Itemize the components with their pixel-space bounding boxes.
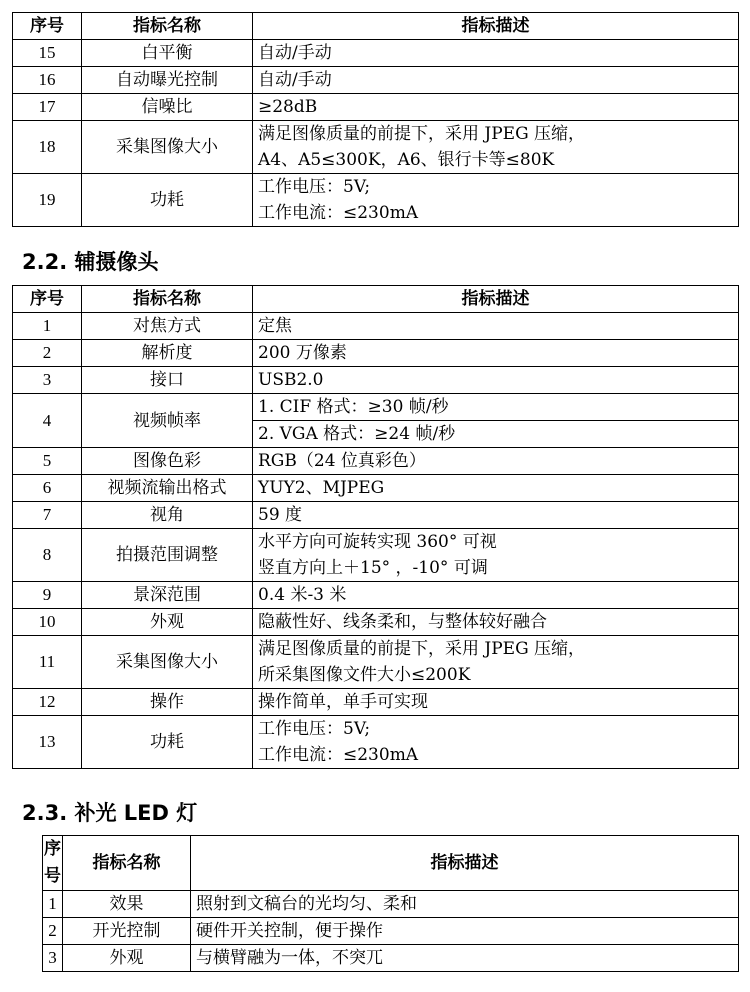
row-no: 1: [13, 313, 82, 340]
table-row: [13, 502, 739, 529]
table-row: [13, 394, 739, 421]
name-header: 指标名称: [82, 286, 253, 313]
row-desc: [253, 174, 739, 227]
seq-header-line: 序: [44, 839, 61, 859]
row-name: 拍摄范围调整: [82, 529, 253, 582]
desc-line: 满足图像质量的前提下，采用 JPEG 压缩，: [258, 639, 586, 659]
row-desc: 自动/手动: [253, 67, 739, 94]
row-name: 功耗: [82, 716, 253, 769]
table-row: [13, 716, 739, 769]
row-no: 3: [13, 367, 82, 394]
row-name: 景深范围: [82, 582, 253, 609]
row-no: 5: [13, 448, 82, 475]
row-no: 1: [43, 891, 63, 918]
row-desc: 1. CIF 格式：≥30 帧/秒: [253, 394, 739, 421]
row-no: 13: [13, 716, 82, 769]
row-desc: 与横臂融为一体，不突兀: [191, 945, 739, 972]
row-desc: 2. VGA 格式：≥24 帧/秒: [253, 421, 739, 448]
table-row: [13, 367, 739, 394]
row-desc: USB2.0: [253, 367, 739, 394]
name-header: 指标名称: [82, 13, 253, 40]
row-no: 15: [13, 40, 82, 67]
seq-header: 序号: [13, 13, 82, 40]
table-row: [13, 636, 739, 689]
row-no: 8: [13, 529, 82, 582]
row-name: 接口: [82, 367, 253, 394]
row-desc: 0.4 米-3 米: [253, 582, 739, 609]
table-row: [13, 121, 739, 174]
row-no: 19: [13, 174, 82, 227]
row-no: 18: [13, 121, 82, 174]
desc-line: 所采集图像文件大小≤200K: [258, 665, 471, 685]
row-name: 外观: [82, 609, 253, 636]
row-name: 对焦方式: [82, 313, 253, 340]
row-name: 采集图像大小: [82, 636, 253, 689]
row-desc: [253, 636, 739, 689]
table-row: [13, 94, 739, 121]
row-name: 操作: [82, 689, 253, 716]
section-heading-aux-camera: 2.2. 辅摄像头: [22, 250, 159, 274]
row-no: 3: [43, 945, 63, 972]
seq-header-line: 号: [44, 866, 61, 886]
row-name: 图像色彩: [82, 448, 253, 475]
row-no: 7: [13, 502, 82, 529]
table-row: [13, 609, 739, 636]
row-no: 2: [13, 340, 82, 367]
table-row: [13, 67, 739, 94]
table-row: [43, 918, 739, 945]
row-desc: YUY2、MJPEG: [253, 475, 739, 502]
led-light-spec-table: [42, 835, 739, 972]
desc-header: 指标描述: [253, 13, 739, 40]
row-no: 11: [13, 636, 82, 689]
section-heading-led-light: 2.3. 补光 LED 灯: [22, 801, 198, 825]
desc-line: 水平方向可旋转实现 360° 可视: [258, 532, 497, 552]
row-no: 9: [13, 582, 82, 609]
table-row: [13, 313, 739, 340]
desc-line: A4、A5≤300K，A6、银行卡等≤80K: [258, 150, 555, 170]
row-desc: ≥28dB: [253, 94, 739, 121]
table-row: [13, 689, 739, 716]
table-row: [43, 945, 739, 972]
seq-header: [43, 836, 63, 891]
table-header-row: [13, 13, 739, 40]
row-desc: 200 万像素: [253, 340, 739, 367]
row-desc: 自动/手动: [253, 40, 739, 67]
row-no: 6: [13, 475, 82, 502]
aux-camera-spec-table: [12, 285, 739, 769]
row-desc: [253, 121, 739, 174]
table-row: [13, 40, 739, 67]
desc-header: 指标描述: [191, 836, 739, 891]
desc-line: 满足图像质量的前提下，采用 JPEG 压缩，: [258, 124, 586, 144]
row-name: 解析度: [82, 340, 253, 367]
row-name: 功耗: [82, 174, 253, 227]
desc-header: 指标描述: [253, 286, 739, 313]
row-name: 采集图像大小: [82, 121, 253, 174]
row-name: 视频帧率: [82, 394, 253, 448]
row-no: 10: [13, 609, 82, 636]
table-row: [13, 448, 739, 475]
table-row: [13, 529, 739, 582]
row-name: 视频流输出格式: [82, 475, 253, 502]
row-name: 白平衡: [82, 40, 253, 67]
table-row: [13, 475, 739, 502]
table-row: [43, 891, 739, 918]
row-name: 自动曝光控制: [82, 67, 253, 94]
row-no: 16: [13, 67, 82, 94]
row-desc: 操作简单，单手可实现: [253, 689, 739, 716]
row-desc: [253, 716, 739, 769]
table-row: [13, 174, 739, 227]
row-name: 信噪比: [82, 94, 253, 121]
name-header: 指标名称: [63, 836, 191, 891]
desc-line: 工作电流：≤230mA: [258, 745, 419, 765]
row-name: 视角: [82, 502, 253, 529]
desc-line: 工作电流：≤230mA: [258, 203, 419, 223]
row-no: 12: [13, 689, 82, 716]
row-name: 效果: [63, 891, 191, 918]
row-desc: 隐蔽性好、线条柔和，与整体较好融合: [253, 609, 739, 636]
table-row: [13, 340, 739, 367]
desc-line: 竖直方向上＋15° ，-10° 可调: [258, 558, 488, 578]
row-desc: 照射到文稿台的光均匀、柔和: [191, 891, 739, 918]
main-camera-spec-table: [12, 12, 739, 227]
desc-line: 工作电压：5V;: [258, 177, 371, 197]
seq-header: 序号: [13, 286, 82, 313]
row-desc: 定焦: [253, 313, 739, 340]
table-header-row: [13, 286, 739, 313]
row-no: 2: [43, 918, 63, 945]
row-desc: 硬件开关控制，便于操作: [191, 918, 739, 945]
row-desc: [253, 529, 739, 582]
table-row: [13, 582, 739, 609]
row-name: 开光控制: [63, 918, 191, 945]
row-desc: 59 度: [253, 502, 739, 529]
row-no: 17: [13, 94, 82, 121]
row-name: 外观: [63, 945, 191, 972]
table-header-row: [43, 836, 739, 891]
desc-line: 工作电压：5V;: [258, 719, 371, 739]
row-no: 4: [13, 394, 82, 448]
row-desc: RGB（24 位真彩色）: [253, 448, 739, 475]
